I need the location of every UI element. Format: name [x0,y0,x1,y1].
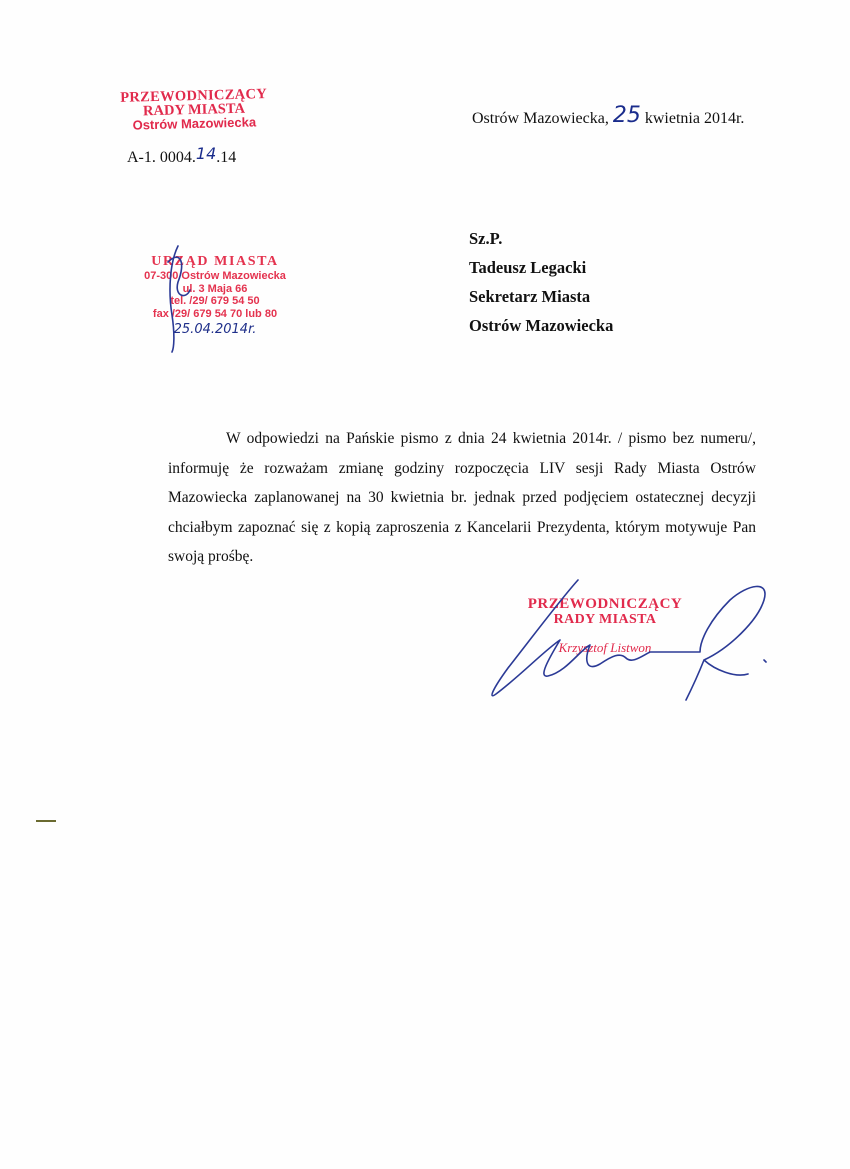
office-stamp-address1: 07-300 Ostrów Mazowiecka [144,270,286,282]
recipient-city: Ostrów Mazowiecka [469,316,614,335]
header-stamp-line3: Ostrów Mazowiecka [132,114,257,133]
signature-stamp-name: Krzysztof Listwon [558,640,652,655]
chairman-signature-stamp [505,596,705,655]
reference-prefix: A-1. 0004. [127,149,196,166]
office-stamp-received-date: 25.04.2014r. [173,322,257,337]
office-stamp-fax: fax /29/ 679 54 70 lub 80 [152,307,278,320]
signature-stamp-line1: PRZEWODNICZĄCY [527,596,683,612]
letter-body-paragraph: W odpowiedzi na Pańskie pismo z dnia 24 kwietnia 2014r. / pismo bez numeru/, informuję że rozważam zmianę godziny rozpoczęcia LIV sesji Rady Miasta Ostrów Mazowiecka zaplanowanej na 30 kwietnia br. jednak przed podjęciem ostatecznej decyzji chciałbym zapoznać się z kopią zaproszenia z Kancelarii Prezydenta, którym motywuje Pan swoją prośbę. [168,430,756,566]
date-place: Ostrów Mazowiecka, [472,110,609,127]
recipient-salutation: Sz.P. [469,229,503,248]
date-day-handwritten: 25 [612,103,641,128]
office-stamp-phone: tel. /29/ 679 54 50 [170,295,260,307]
office-stamp-address2: ul. 3 Maja 66 [182,282,248,295]
reference-handwritten: 14 [195,144,217,163]
header-stamp-line1: PRZEWODNICZĄCY [120,86,268,106]
letter-body [168,424,756,572]
recipient-position: Sekretarz Miasta [469,287,591,306]
office-stamp-title: URZĄD MIASTA [151,254,279,269]
recipient-block [469,224,613,340]
reference-number [127,144,237,167]
signature-stamp-line2: RADY MIASTA [553,612,657,627]
date-rest: kwietnia 2014r. [644,110,745,127]
city-office-stamp [120,254,310,337]
chairman-header-stamp [113,87,274,133]
letter-date [472,104,744,129]
reference-suffix: .14 [216,149,237,166]
recipient-name: Tadeusz Legacki [469,258,587,277]
header-stamp-line2: RADY MIASTA [142,100,246,120]
edge-mark [36,820,56,822]
